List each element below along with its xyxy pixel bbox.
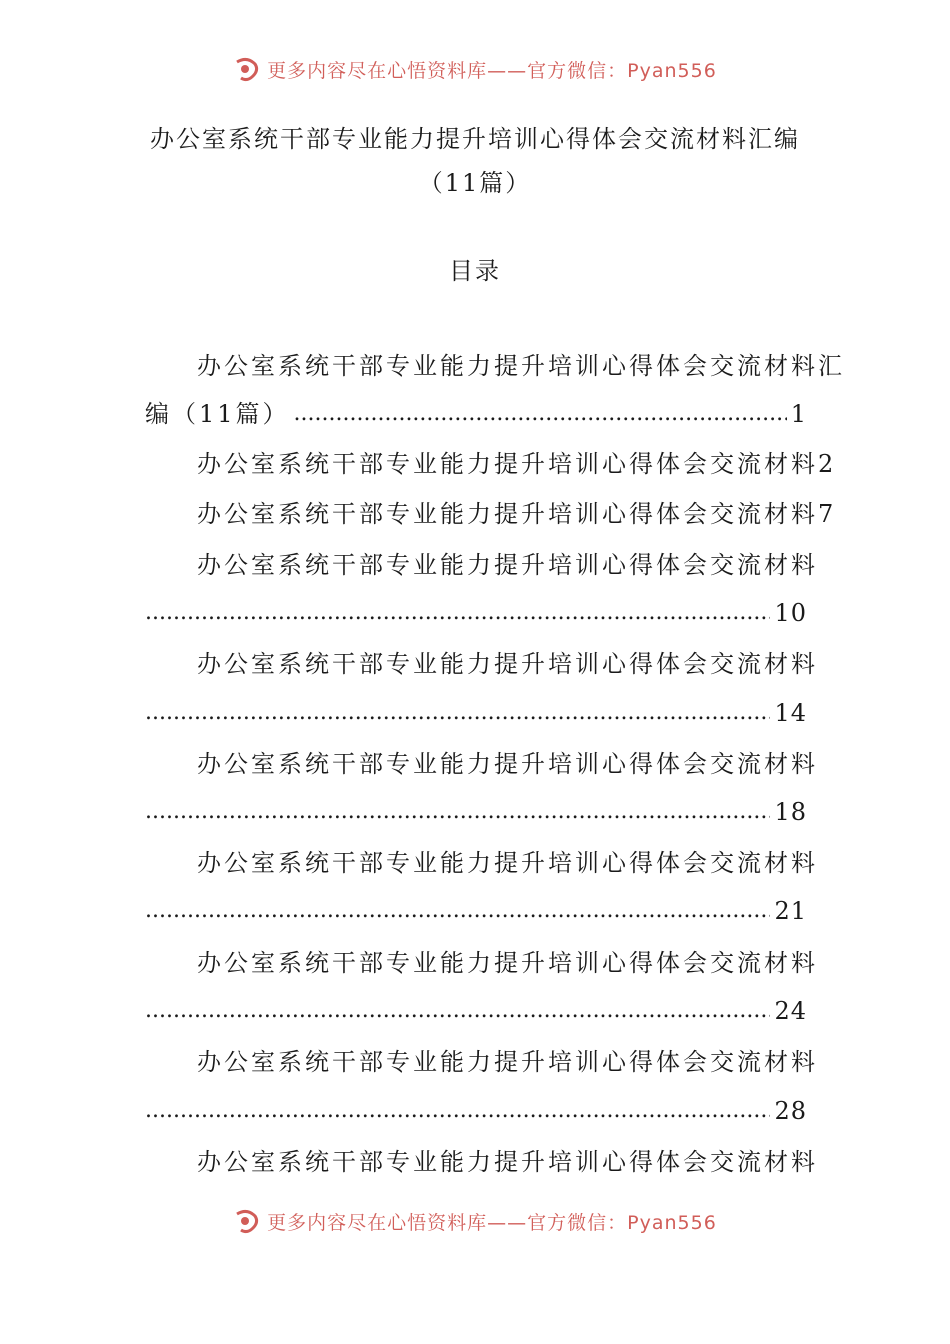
toc-entry-4-line1[interactable]: [197, 548, 818, 582]
toc-entry-6-line1[interactable]: [197, 747, 818, 781]
toc-entry-2[interactable]: [197, 447, 835, 481]
toc-entry-5-line2[interactable]: [145, 696, 807, 730]
toc-leader-dots: [145, 1094, 770, 1128]
toc-entry-text: 办公室系统干部专业能力提升培训心得体会交流材料: [197, 949, 818, 977]
toc-entry-1-line2[interactable]: [145, 397, 807, 431]
toc-page-number: 7: [818, 500, 835, 528]
toc-leader-dots: [145, 894, 770, 928]
toc-entry-6-line2[interactable]: [145, 795, 807, 829]
toc-entry-text: 办公室系统干部专业能力提升培训心得体会交流材料汇: [197, 352, 845, 380]
footer-watermark: [0, 1206, 950, 1236]
toc-leader-dots: [145, 795, 770, 829]
toc-entry-text: 办公室系统干部专业能力提升培训心得体会交流材料: [197, 1048, 818, 1076]
toc-leader-dots: [294, 397, 787, 431]
toc-entry-text: 办公室系统干部专业能力提升培训心得体会交流材料: [197, 849, 818, 877]
toc-entry-1-line1[interactable]: [197, 349, 845, 383]
toc-entry-text: 办公室系统干部专业能力提升培训心得体会交流材料: [197, 450, 818, 478]
toc-entry-text: 办公室系统干部专业能力提升培训心得体会交流材料: [197, 1148, 818, 1176]
toc-entry-7-line2[interactable]: [145, 894, 807, 928]
toc-entry-9-line2[interactable]: [145, 1094, 807, 1128]
toc-page-number: 10: [774, 599, 807, 627]
toc-leader-dots: [145, 994, 770, 1028]
toc-entry-text: 办公室系统干部专业能力提升培训心得体会交流材料: [197, 500, 818, 528]
toc-entry-5-line1[interactable]: [197, 647, 818, 681]
document-title-count: （11篇）: [418, 169, 532, 197]
toc-entry-8-line1[interactable]: [197, 946, 818, 980]
toc-page-number: 14: [774, 699, 807, 727]
toc-page-number: 18: [774, 798, 807, 826]
toc-page-number: 28: [774, 1097, 807, 1125]
toc-heading: 目录: [449, 257, 501, 285]
toc-leader-dots: [145, 596, 770, 630]
brand-logo-icon: [233, 1208, 261, 1234]
toc-entry-text: 办公室系统干部专业能力提升培训心得体会交流材料: [197, 551, 818, 579]
toc-entry-3[interactable]: [197, 497, 835, 531]
toc-entry-8-line2[interactable]: [145, 994, 807, 1028]
toc-entry-text: 办公室系统干部专业能力提升培训心得体会交流材料: [197, 650, 818, 678]
toc-entry-text: 办公室系统干部专业能力提升培训心得体会交流材料: [197, 750, 818, 778]
toc-page-number: 24: [774, 997, 807, 1025]
document-title: 办公室系统干部专业能力提升培训心得体会交流材料汇编: [150, 125, 800, 153]
toc-entry-text: 编（11篇）: [145, 400, 290, 428]
watermark-text: 更多内容尽在心悟资料库——官方微信：Pyan556: [267, 1211, 717, 1234]
toc-page-number: 21: [774, 897, 807, 925]
toc-entry-9-line1[interactable]: [197, 1045, 818, 1079]
toc-entry-10-line1[interactable]: [197, 1145, 818, 1179]
toc-entry-4-line2[interactable]: [145, 596, 807, 630]
toc-page-number: 2: [818, 450, 835, 478]
watermark-text: 更多内容尽在心悟资料库——官方微信：Pyan556: [267, 59, 717, 82]
toc-leader-dots: [145, 696, 770, 730]
toc-page-number: 1: [790, 400, 807, 428]
toc-entry-7-line1[interactable]: [197, 846, 818, 880]
